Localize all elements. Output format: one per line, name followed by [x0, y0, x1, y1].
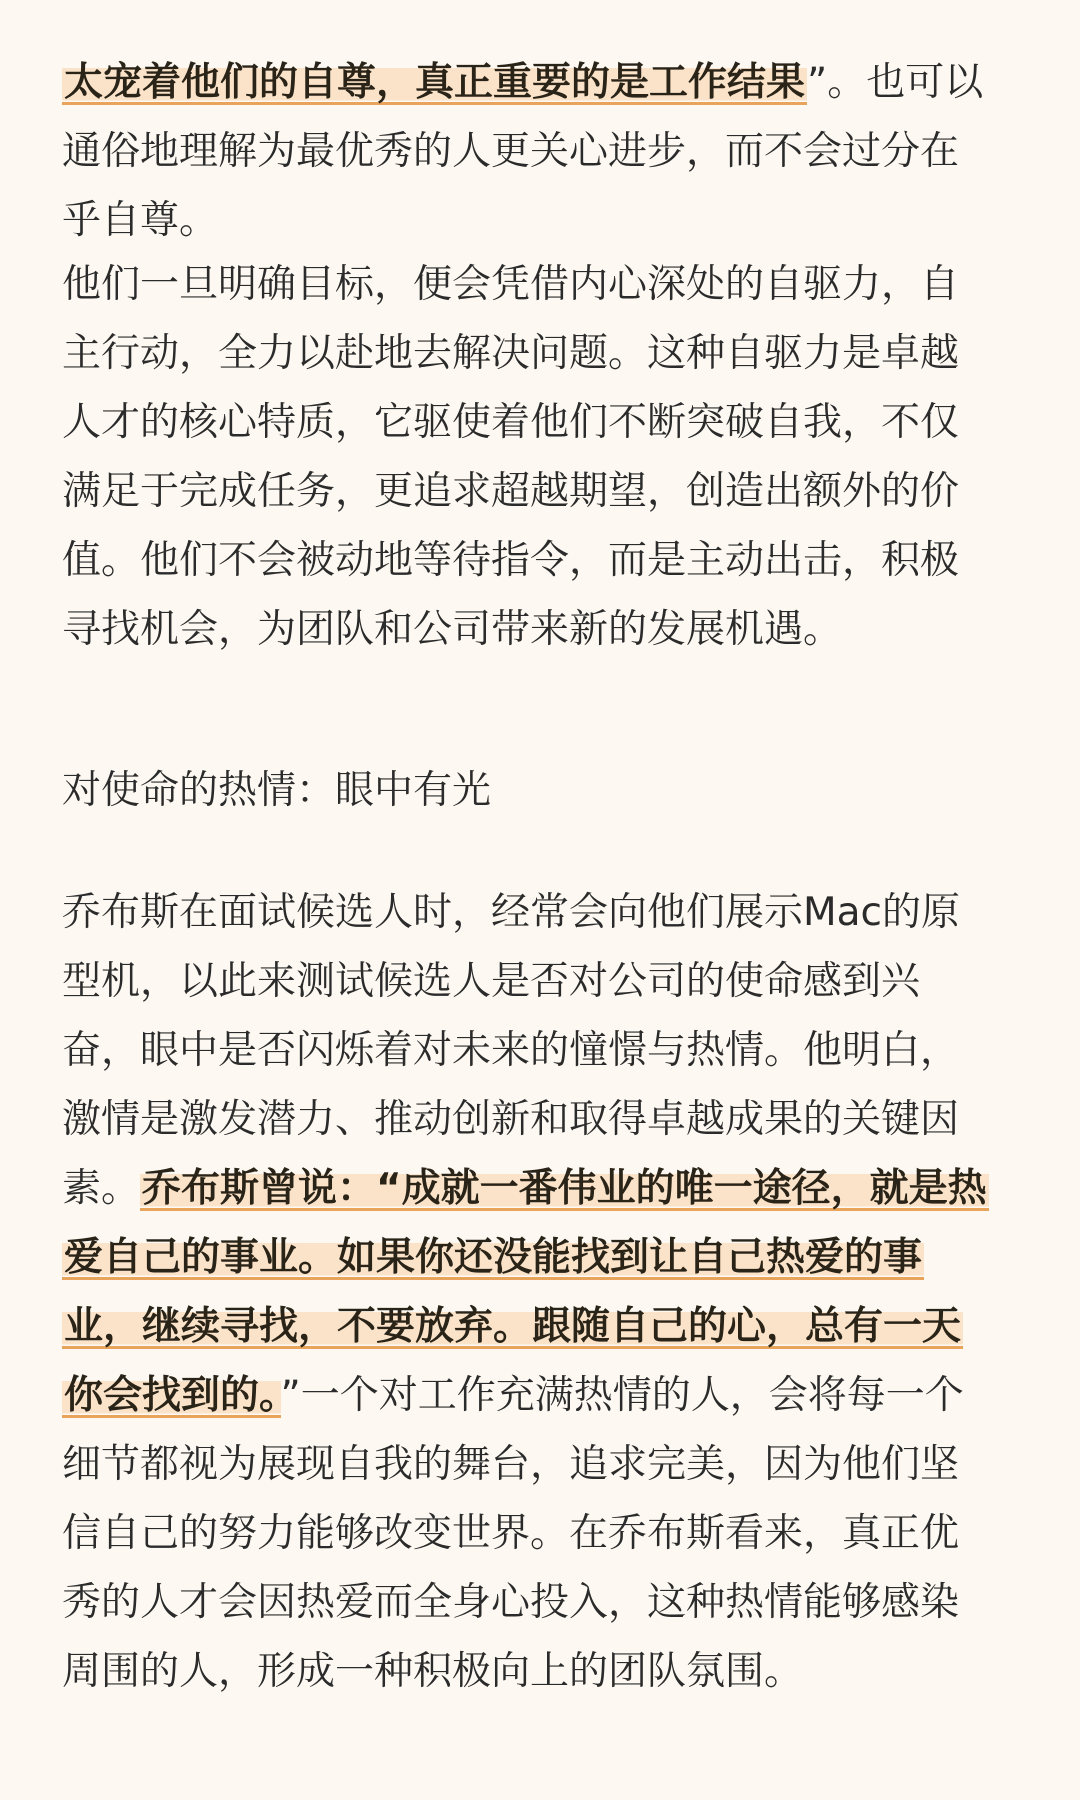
highlighted-quote: 爱自己的事业。如果你还没能找到让自己热爱的事	[64, 1235, 923, 1280]
highlighted-text: 太宠着他们的自尊，真正重要的是工作结果	[64, 60, 806, 105]
text-line: 奋，眼中是否闪烁着对未来的憧憬与热情。他明白，	[62, 1028, 960, 1073]
text-line	[62, 1223, 1022, 1292]
text-line: 型机，以此来测试候选人是否对公司的使命感到兴	[62, 959, 921, 1004]
text-line: 人才的核心特质，它驱使着他们不断突破自我，不仅	[62, 400, 960, 445]
text-line: 周围的人，形成一种积极向上的团队氛围。	[62, 1649, 804, 1694]
text-span: ”一个对工作充满热情的人，会将每一个	[280, 1373, 964, 1418]
text-line: 信自己的努力能够改变世界。在乔布斯看来，真正优	[62, 1511, 960, 1556]
section-heading: 对使命的热情：眼中有光	[62, 768, 492, 813]
highlighted-quote: 乔布斯曾说：“成就一番伟业的唯一途径，就是热	[142, 1166, 987, 1211]
text-span: ”。也可以	[807, 60, 984, 105]
text-line: 细节都视为展现自我的舞台，追求完美，因为他们坚	[62, 1442, 960, 1487]
text-line: 激情是激发潜力、推动创新和取得卓越成果的关键因	[62, 1097, 960, 1142]
highlighted-quote: 你会找到的。	[64, 1373, 279, 1418]
text-line: 满足于完成任务，更追求超越期望，创造出额外的价	[62, 469, 960, 514]
text-line: 乎自尊。	[62, 198, 219, 243]
text-span: 素。	[62, 1166, 141, 1211]
text-line	[62, 48, 1022, 117]
text-line: 主行动，全力以赴地去解决问题。这种自驱力是卓越	[62, 331, 960, 376]
text-line: 通俗地理解为最优秀的人更关心进步，而不会过分在	[62, 129, 960, 174]
text-line	[62, 1154, 1022, 1223]
text-line	[62, 1361, 1022, 1430]
paragraph-intro	[62, 48, 1022, 255]
paragraph-self-drive	[62, 250, 1022, 664]
text-line: 寻找机会，为团队和公司带来新的发展机遇。	[62, 607, 843, 652]
paragraph-passion	[62, 878, 1022, 1706]
highlighted-quote: 业，继续寻找，不要放弃。跟随自己的心，总有一天	[64, 1304, 962, 1349]
text-line: 乔布斯在面试候选人时，经常会向他们展示Mac的原	[62, 890, 960, 935]
text-line: 秀的人才会因热爱而全身心投入，这种热情能够感染	[62, 1580, 960, 1625]
text-line: 他们一旦明确目标，便会凭借内心深处的自驱力，自	[62, 262, 960, 307]
text-line: 值。他们不会被动地等待指令，而是主动出击，积极	[62, 538, 960, 583]
text-line	[62, 1292, 1022, 1361]
